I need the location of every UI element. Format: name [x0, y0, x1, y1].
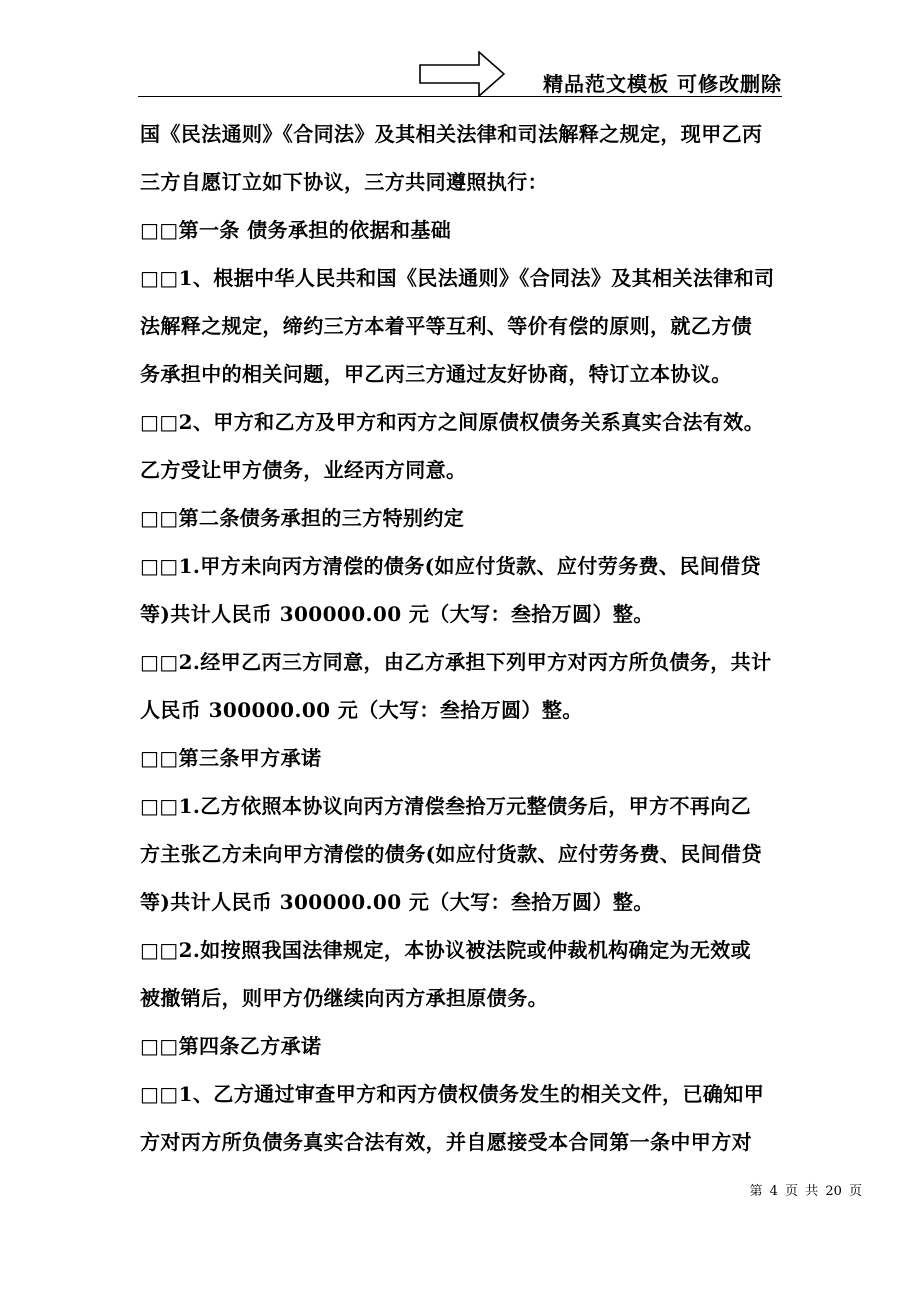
text-line: 国《民法通则》《合同法》及其相关法律和司法解释之规定，现甲乙丙	[140, 122, 763, 146]
text-line: 等)共计人民币 300000.00 元（大写：叁拾万圆）整。	[140, 602, 654, 626]
header-title: 精品范文模板 可修改删除	[543, 72, 782, 96]
article-heading: □□第一条 债务承担的依据和基础	[140, 218, 452, 242]
page-header	[138, 48, 782, 98]
text-line: □□2.如按照我国法律规定，本协议被法院或仲裁机构确定为无效或	[140, 938, 752, 962]
text-line: 务承担中的相关问题，甲乙丙三方通过友好协商，特订立本协议。	[140, 362, 732, 386]
right-arrow-icon	[419, 51, 505, 97]
text-line: 方对丙方所负债务真实合法有效，并自愿接受本合同第一条中甲方对	[140, 1130, 752, 1154]
document-body	[140, 116, 785, 1172]
text-line: □□1.乙方依照本协议向丙方清偿叁拾万元整债务后，甲方不再向乙	[140, 794, 752, 818]
article-heading: □□第三条甲方承诺	[140, 746, 322, 770]
text-line: □□1、乙方通过审查甲方和丙方债权债务发生的相关文件，已确知甲	[140, 1082, 765, 1106]
article-heading: □□第二条债务承担的三方特别约定	[140, 506, 465, 530]
text-line: 三方自愿订立如下协议，三方共同遵照执行：	[140, 170, 548, 194]
text-line: 法解释之规定，缔约三方本着平等互利、等价有偿的原则，就乙方债	[140, 314, 752, 338]
header-divider	[138, 96, 782, 97]
page-number: 第 4 页 共 20 页	[749, 1184, 862, 1199]
text-line: 人民币 300000.00 元（大写：叁拾万圆）整。	[140, 698, 583, 722]
text-line: □□2.经甲乙丙三方同意，由乙方承担下列甲方对丙方所负债务，共计	[140, 650, 772, 674]
text-line: 方主张乙方未向甲方清偿的债务(如应付货款、应付劳务费、民间借贷	[140, 842, 762, 866]
text-line: 乙方受让甲方债务，业经丙方同意。	[140, 458, 467, 482]
text-line: 等)共计人民币 300000.00 元（大写：叁拾万圆）整。	[140, 890, 654, 914]
text-line: □□2、甲方和乙方及甲方和丙方之间原债权债务关系真实合法有效。	[140, 410, 765, 434]
text-line: □□1.甲方未向丙方清偿的债务(如应付货款、应付劳务费、民间借贷	[140, 554, 761, 578]
text-line: □□1、根据中华人民共和国《民法通则》《合同法》及其相关法律和司	[140, 266, 775, 290]
text-line: 被撤销后，则甲方仍继续向丙方承担原债务。	[140, 986, 548, 1010]
article-heading: □□第四条乙方承诺	[140, 1034, 322, 1058]
